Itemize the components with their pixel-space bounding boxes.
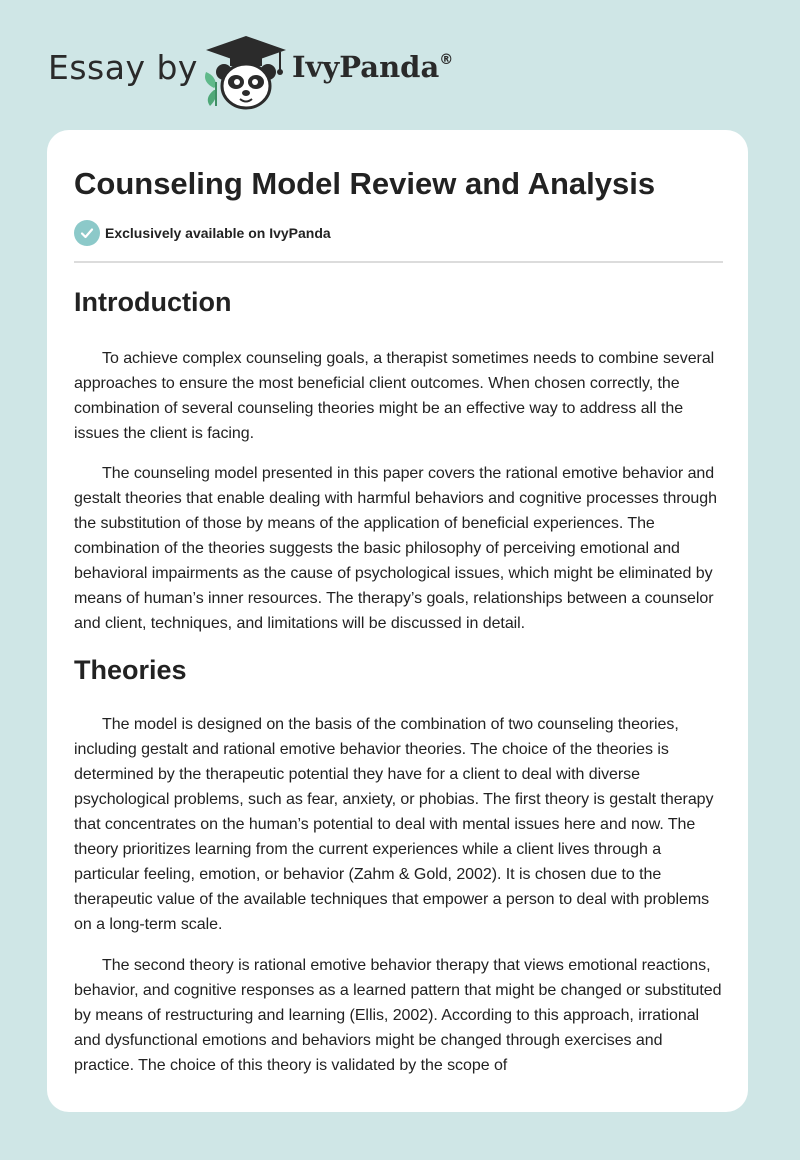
- check-icon: [74, 220, 100, 246]
- exclusive-badge: [74, 220, 331, 246]
- article-body: [74, 280, 724, 1078]
- paragraph: To achieve complex counseling goals, a therapist sometimes needs to combine several approaches to ensure the most beneficial client outcomes. When chosen correctly, the combination of several counseling theories might be an effective way to address all the issues the client is facing.: [74, 350, 715, 442]
- paragraph: The counseling model presented in this paper covers the rational emotive behavior and gestalt theories that enable dealing with harmful behaviors and cognitive processes through the substitution of those by means of the application of beneficial experiences. The combination of the theories suggests the basic philosophy of perceiving emotional and behavioral impairments as the cause of psychological issues, which might be eliminated by means of human’s inner resources. The therapy’s goals, relationships between a counselor and client, techniques, and limitations will be discussed in detail.: [74, 465, 717, 632]
- brand-name-text[interactable]: IvyPanda: [292, 50, 440, 84]
- divider: [74, 261, 723, 263]
- badge-text: Exclusively available on IvyPanda: [105, 225, 331, 241]
- site-header: [48, 30, 748, 110]
- panda-graduate-icon[interactable]: [200, 32, 292, 114]
- paragraph: The model is designed on the basis of the combination of two counseling theories, including gestalt and rational emotive behavior theories. The choice of the theories is determined by the therapeutic potential they have for a client to deal with diverse psychological problems, such as fear, anxiety, or phobias. The first theory is gestalt therapy that concentrates on the human’s potential to deal with mental issues here and now. The theory prioritizes learning from the current experiences while a client lives through a particular feeling, emotion, or behavior (Zahm & Gold, 2002). It is chosen due to the therapeutic value of the available techniques that empower a person to deal with problems on a long-term scale.: [74, 716, 714, 933]
- section-heading-theories: Theories: [74, 655, 187, 685]
- brand-prefix: Essay by: [48, 48, 198, 87]
- paragraph: The second theory is rational emotive behavior therapy that views emotional reactions, behavior, and cognitive responses as a learned pattern that might be changed or substituted by means of restructuring and learning (Ellis, 2002). According to this approach, irrational and dysfunctional emotions and behaviors might be changed through exercises and practice. The choice of this theory is validated by the scope of: [74, 957, 722, 1074]
- page-title: Counseling Model Review and Analysis: [74, 166, 656, 201]
- brand-name[interactable]: [292, 50, 453, 84]
- article-card: [47, 130, 748, 1112]
- section-heading-introduction: Introduction: [74, 287, 232, 317]
- registered-mark: ®: [439, 52, 454, 68]
